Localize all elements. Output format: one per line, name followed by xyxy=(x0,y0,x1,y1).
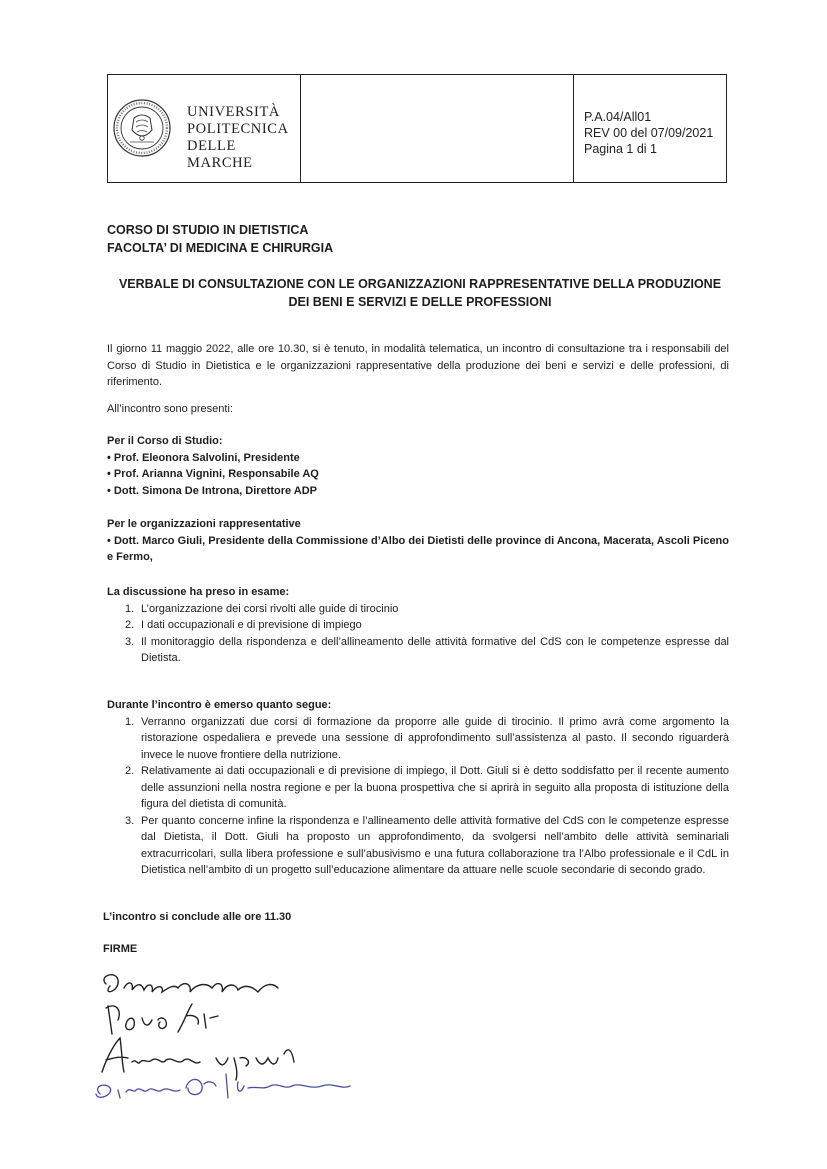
handwritten-signatures xyxy=(88,962,388,1112)
signature-de-introna xyxy=(96,1074,350,1098)
participant-item: • Dott. Simona De Introna, Direttore ADP xyxy=(107,484,318,497)
org-label: Per le organizzazioni rappresentative xyxy=(107,518,301,530)
university-line-3: DELLE MARCHE xyxy=(187,138,253,171)
university-seal-icon xyxy=(112,98,172,158)
participant-item: • Dott. Marco Giuli, Presidente della Commissione d’Albo dei Dietisti delle province di Ancona, Macerata, Ascoli Piceno e Fermo, xyxy=(107,534,729,563)
intro-paragraph: Il giorno 11 maggio 2022, alle ore 10.30, si è tenuto, in modalità telematica, un incontro di consultazione tra i responsabili del Corso di Studio in Dietistica e le organizzazioni rappresentative della produzione dei beni e servizi e delle professioni, di riferimento. xyxy=(107,343,729,388)
list-text: L’organizzazione dei corsi rivolti alle guide di tirocinio xyxy=(141,602,399,615)
signatures-label: FIRME xyxy=(103,943,138,955)
list-number: 1. xyxy=(125,715,135,728)
course-heading xyxy=(107,221,333,257)
course-name: CORSO DI STUDIO IN DIETISTICA xyxy=(107,223,309,237)
outcomes-list xyxy=(107,714,729,879)
org-participants xyxy=(107,516,729,566)
list-text: Il monitoraggio della rispondenza e dell’allineamento delle attività formative del CdS con le competenze espresse dal Dietista. xyxy=(141,635,729,664)
title-line-1: VERBALE DI CONSULTAZIONE CON LE ORGANIZZAZIONI RAPPRESENTATIVE DELLA PRODUZIONE xyxy=(118,277,722,291)
list-item xyxy=(107,763,729,813)
university-line-2: POLITECNICA xyxy=(187,121,289,137)
document-revision: REV 00 del 07/09/2021 xyxy=(584,126,714,140)
discussion-section xyxy=(107,584,729,667)
present-label: All’incontro sono presenti: xyxy=(107,403,233,415)
signature-vignini xyxy=(102,1038,294,1080)
header-middle-cell xyxy=(301,75,574,182)
list-text: Verranno organizzati due corsi di formazione da proporre alle guide di tirocinio. Il primo avrà come argomento la ristorazione ospedaliera e prevede una sessione di approfondimento sull’assistenza al pasto. Il secondo riguarderà invece le nuove frontiere della nutrizione. xyxy=(141,715,729,761)
list-number: 2. xyxy=(125,765,135,777)
list-text: Relativamente ai dati occupazionali e di previsione di impiego, il Dott. Giuli si è detto soddisfatto per il recente aumento delle assunzioni nella nostra regione e per la buona prospettiva che si aprirà in seguito alla proposta di istituzione della figura del dietista di comunità. xyxy=(141,765,729,810)
page-number: Pagina 1 di 1 xyxy=(584,142,657,156)
cds-participants xyxy=(107,433,319,499)
list-number: 3. xyxy=(125,635,135,648)
outcomes-label: Durante l’incontro è emerso quanto segue: xyxy=(107,699,332,711)
list-text: Per quanto concerne infine la rispondenza e l’allineamento delle attività formative del CdS con le competenze espresse dal Dietista, il Dott. Giuli ha proposto un approfondimento, da svolgersi nell’ambito delle attività seminariali extracurricolari, sulla libera professione e sull’abusivismo e una futura collaborazione tra l’Albo professionale e il CdL in Dietistica nell’ambito di un progetto sull’educazione alimentare da attuare nelle scuole secondarie di secondo grado. xyxy=(141,814,729,876)
discussion-label: La discussione ha preso in esame: xyxy=(107,586,290,598)
conclusion-text: L’incontro si conclude alle ore 11.30 xyxy=(103,911,292,923)
discussion-list xyxy=(107,601,729,667)
university-name xyxy=(187,104,300,172)
participant-item: • Prof. Eleonora Salvolini, Presidente xyxy=(107,451,300,464)
list-item xyxy=(107,617,729,634)
signature-salvolini xyxy=(104,975,278,992)
header-table xyxy=(107,74,727,183)
list-item xyxy=(107,813,729,879)
list-item xyxy=(107,634,729,667)
list-text: I dati occupazionali e di previsione di impiego xyxy=(141,619,362,631)
list-number: 1. xyxy=(125,602,135,615)
document-code: P.A.04/All01 xyxy=(584,110,652,124)
faculty-name: FACOLTA’ DI MEDICINA E CHIRURGIA xyxy=(107,241,334,255)
logo-cell xyxy=(108,75,301,182)
list-number: 2. xyxy=(125,619,135,631)
document-title xyxy=(100,275,740,311)
university-line-1: UNIVERSITÀ xyxy=(187,104,280,120)
outcomes-section xyxy=(107,697,729,879)
list-item xyxy=(107,714,729,764)
cds-label: Per il Corso di Studio: xyxy=(107,435,223,447)
signature-giuli xyxy=(106,1004,218,1034)
list-number: 3. xyxy=(125,814,135,827)
document-reference-cell xyxy=(574,75,726,182)
title-line-2: DEI BENI E SERVIZI E DELLE PROFESSIONI xyxy=(288,295,552,309)
list-item xyxy=(107,601,729,618)
participant-item: • Prof. Arianna Vignini, Responsabile AQ xyxy=(107,468,319,480)
